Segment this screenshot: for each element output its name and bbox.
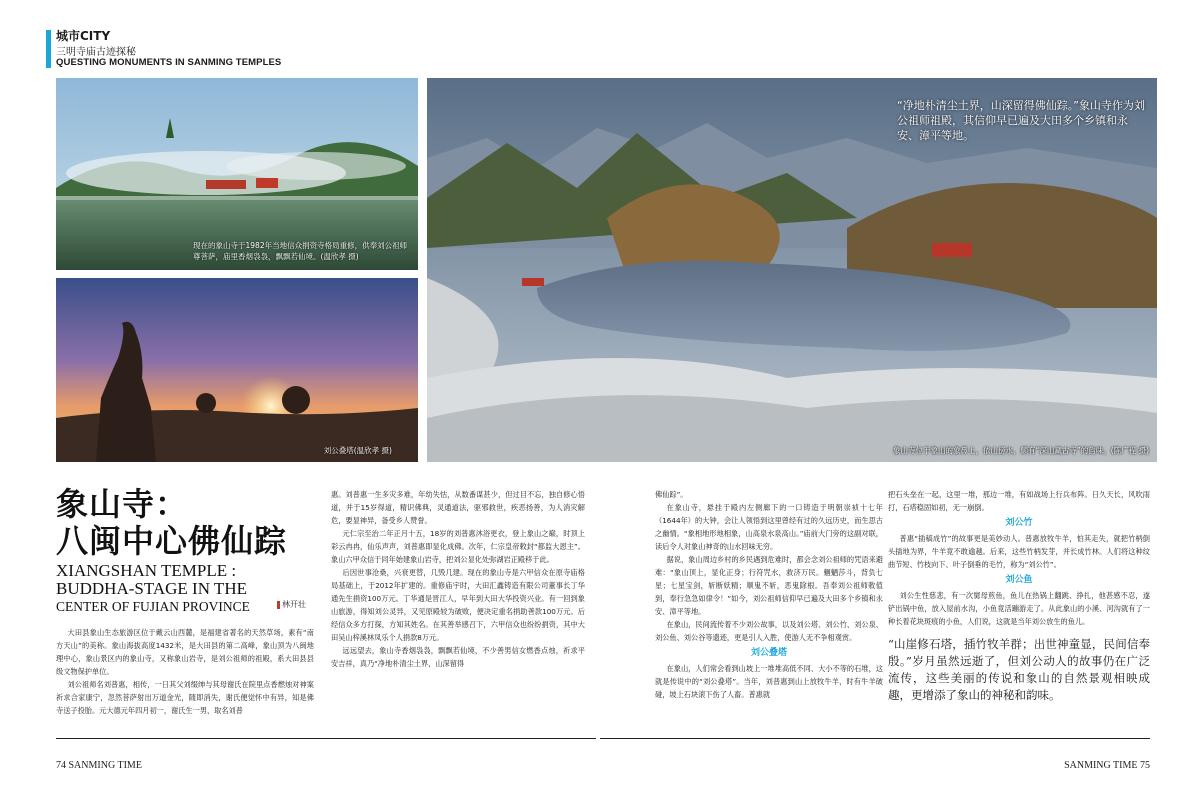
english-title-line2: BUDDHA-STAGE IN THE [56, 579, 247, 598]
section-english-title: QUESTING MONUMENTS IN SANMING TEMPLES [56, 57, 282, 68]
sunset-stone-tower-photo [56, 278, 418, 462]
paragraph: 远远望去，象山寺香烟袅袅，飘飘若仙境，不少善男信女燃香点烛，祈求平安吉祥，真乃“净地朴清尘土界，山深留得 [331, 646, 585, 668]
article-title-line1: 象山寺： [56, 485, 189, 523]
paragraph: 佛仙踪”。 [655, 490, 688, 499]
paragraph: 在象山，民间流传着不少刘公故事，以及刘公塔、刘公竹、刘公泉、刘公鱼、刘公谷等遗迹，更是引人入胜，使游人无不争相观赏。 [655, 620, 883, 642]
paragraph: 后因世事沧桑，兴衰更替，几毁几建。现在的象山寺是六甲信众在原寺庙格局基础上，于2012年扩建的。重修庙宇时，大田汇鑫铸造有限公司董事长丁华通先生捐资100万元。丁华通是晋江人，早年到大田大华投资兴业。有一回到象山旅游，得知刘公灵异，又见原殿较为破败，便决定重名捐助善款100万元。后经信众多方打探，方知其姓名。在其善举感召下，六甲信众也纷纷捐资，其中大田吴山梓溪林凤乐个人捐款8万元。 [331, 568, 585, 642]
body-column-2 [331, 488, 585, 670]
section-heading-bamboo: 刘公竹 [1005, 518, 1033, 528]
header-accent-bar [46, 30, 51, 68]
page-folio-right: SANMING TIME 75 [1064, 760, 1150, 771]
body-column-1 [56, 626, 314, 717]
paragraph: 大田县象山生态旅游区位于戴云山西麓，是福建省著名的天然草场，素有“南方天山”的美称。象山海拔高度1432米，是大田县的第二高峰，象山顶为八闽地理中心，象山景区内的象山寺，又称象山岩寺，是刘公祖师的祖殿，系大田县县级文物保护单位。 [56, 628, 314, 676]
author-name: 林开壮 [282, 600, 306, 609]
paragraph: 刘公祖师名刘普惠，相传，一日其父刘缀绅与其母谢氏在院里点香燃烛对神案祈求合家康宁，忽然菩萨射出万道金光，随即消失，谢氏便觉怀中有异，知是佛寺送子投胎。元大德元年四月初一，谢氏生一男，取名刘普 [56, 680, 314, 715]
english-title-line3: CENTER OF FUJIAN PROVINCE [56, 599, 250, 614]
section-category: 城市CITY [56, 29, 111, 43]
footer-rule-right [600, 738, 1150, 739]
article-title-line2: 八闽中心佛仙踪 [56, 522, 288, 560]
section-heading-stone-tower: 刘公叠塔 [750, 648, 787, 658]
paragraph: 刘公生性慈悲，有一次舅母煎鱼，鱼儿在热锅上翻跳、挣扎，他甚感不忍，遂铲出锅中鱼，放入屋前水沟，小鱼竟活蹦游走了。从此象山的小溪、河沟就有了一种长着花块斑痕的小鱼，人们说，这就是当年刘公放生的鱼儿。 [888, 591, 1150, 626]
english-title-line1: XIANGSHAN TEMPLE : [56, 561, 237, 580]
body-column-3 [655, 488, 883, 701]
temple-lake-photo [56, 78, 418, 270]
sunset-photo-caption: 刘公叠塔(温欣孝 摄) [323, 446, 392, 455]
paragraph: 元仁宗至治二年正月十五，18岁的刘普惠沐浴更衣，登上象山之巅，时顶上彩云冉冉，仙乐声声，刘普惠即显化成佛。次年，仁宗皇帝敕封“都监大恩主”。象山六甲众信于同年始建象山岩寺，把刘公显化处弥湖岩正殿移于此。 [331, 529, 585, 564]
paragraph: 把石头垒在一起，这里一堆，那边一堆，有如战场上行兵布阵。日久天长，风吹雨打，石塔稳固如初，无一崩倒。 [888, 490, 1150, 512]
author-marker [277, 601, 280, 609]
paragraph: 据说，象山周边乡村的乡民遇到危难时，都会念刘公祖师的咒语来避难：“象山顶上，显化正身；行符咒水，救济万民。魍魉莎斗，背负七星；七星宝剑，斩断妖精；顺鬼不斩，恶鬼除根。吾奉刘公祖师敕值到，奉行急急如律令！”如今，刘公祖师信仰早已遍及大田多个乡镇和永安、漳平等地。 [655, 555, 883, 616]
paragraph: 在象山，人们常会看到山坡上一堆堆高低不同、大小不等的石堆，这就是传说中的“刘公叠塔”。当年，刘普惠到山上放牧牛羊，时有牛羊破碰，坡上石块滚下伤了人畜。普惠就 [655, 664, 883, 699]
paragraph: 普惠“插稿成竹”的故事更是美妙动人。普惠放牧牛羊，怕其走失，就把竹柄倒头插地为界，牛羊竟不敢逾越。后来，这些竹柄发芽，并长成竹林。人们将这种纹曲节短、竹枝向下、叶子倒垂的毛竹，称为“刘公竹”。 [888, 534, 1150, 569]
xiangshan-landscape-photo [427, 78, 1157, 462]
footer-rule-left [56, 738, 596, 739]
closing-pull-quote: “山崖修石塔，插竹牧羊群；出世神童显，民间信奉殷。”岁月虽然远逝了，但刘公动人的故事仍在广泛流传，这些美丽的传说和象山的自然景观相映成趣，更增添了象山的神秘和韵味。 [888, 637, 1150, 702]
main-photo-caption: 象山寺位于象山的象鼻上，依山傍水，颇有“深山藏古寺”的韵味。(陈广程 摄) [892, 446, 1149, 455]
main-photo-quote: “净地朴清尘土界，山深留得佛仙踪。”象山寺作为刘公祖师祖殿，其信仰早已遍及大田多个乡镇和永安、漳平等地。 [897, 99, 1145, 142]
paragraph: 在象山寺，悬挂于殿内左侧廊下的一口铸造于明朝崇祯十七年（1644年）的大钟，会让人领悟到这里曾经有过的久远历史，而生思古之幽情。“象相地形地相象，山高泉水泉高山。”庙前大门旁的这副对联，读后令人对象山神奇的山水回味无穷。 [655, 503, 883, 551]
body-column-4 [888, 488, 1150, 704]
sunset-illustration [56, 278, 418, 462]
page-folio-left: 74 SANMING TIME [56, 760, 142, 771]
paragraph: 惠。刘普惠一生多灾多难，年幼失怙，从数番谋甚少，但过目不忘，独自修心悟道，并于15岁得道，精识佛典，灵通道法，驱邪救世，疾恶扬善，为人消灾解危，要显神异，备受乡人赞誉。 [331, 490, 585, 525]
section-heading-fish: 刘公鱼 [1005, 575, 1033, 585]
lake-photo-caption: 现在的象山寺于1982年当地信众捐资寺格局重修，供奉刘公祖师尊菩萨，庙里香烟袅袅，飘飘若仙境。(温欣孝 摄) [193, 241, 408, 261]
section-subtitle: 三明寺庙古迹探秘 [56, 47, 136, 58]
